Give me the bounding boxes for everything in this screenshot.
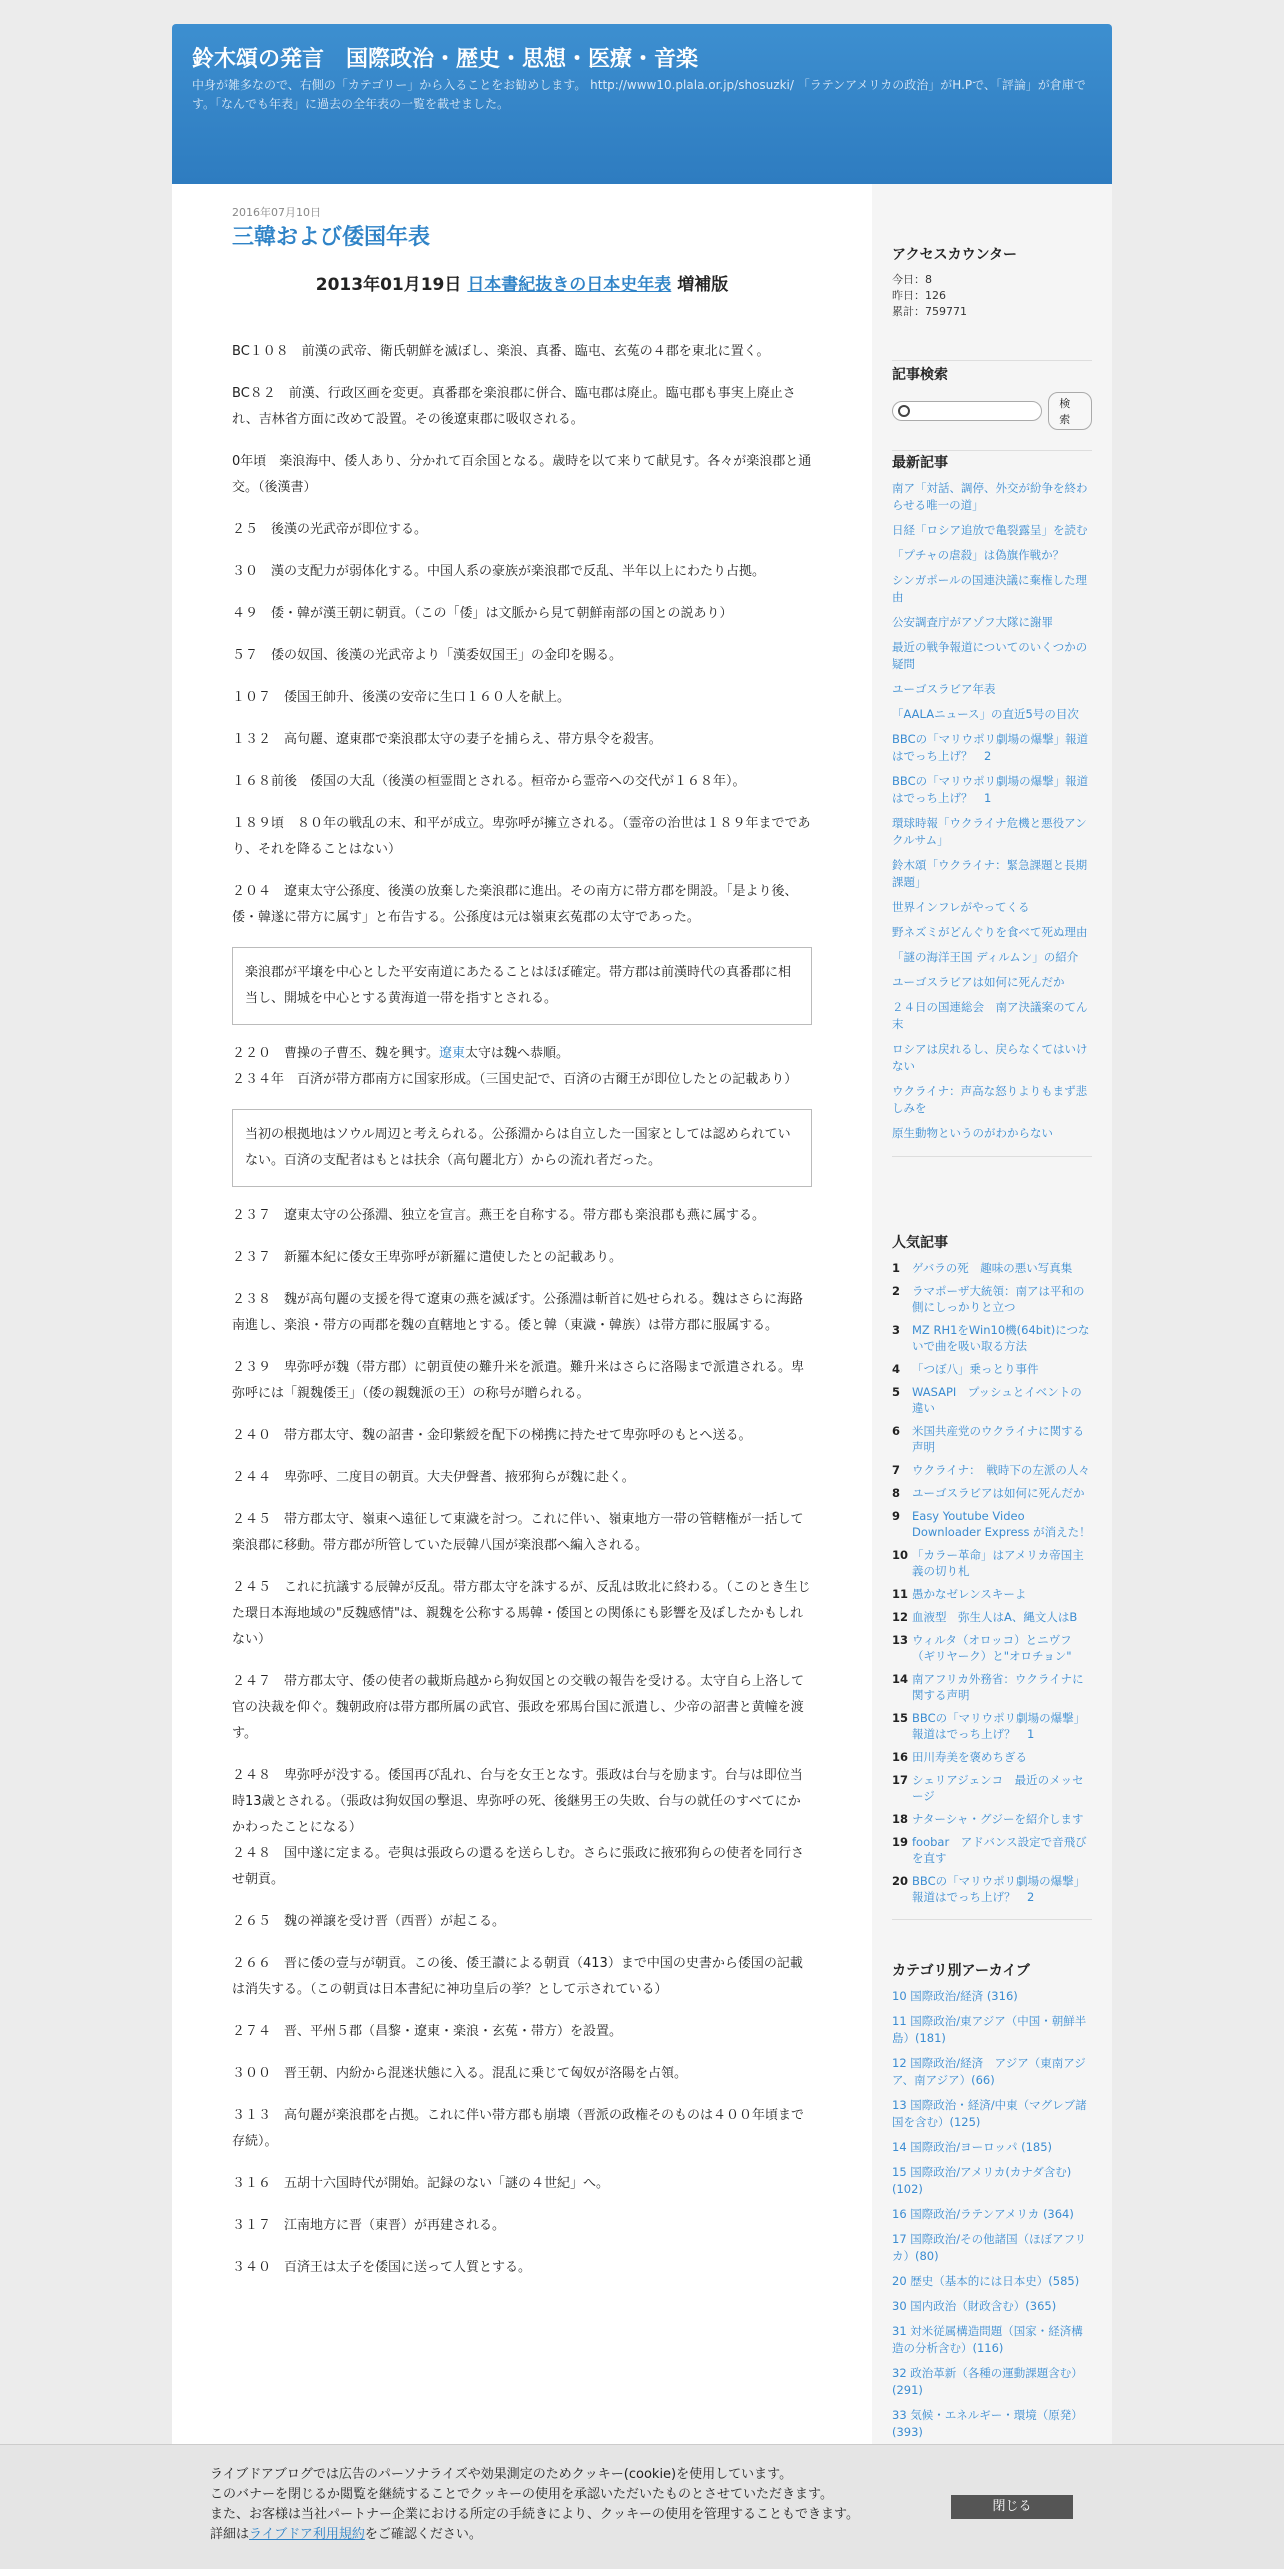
rank-number: 18 xyxy=(892,1812,909,1826)
divider xyxy=(892,1919,1092,1920)
recent-post-link[interactable]: BBCの「マリウポリ劇場の爆撃」報道はでっち上げ？ 1 xyxy=(892,774,1089,805)
entry-paragraph: ３００ 晋王朝、内紛から混迷状態に入る。混乱に乗じて匈奴が洛陽を占領。 xyxy=(232,2066,688,2081)
rank-title[interactable]: ユーゴスラビアは如何に死んだか xyxy=(912,1486,1085,1500)
popular-item[interactable] xyxy=(892,1609,1092,1625)
popular-item[interactable] xyxy=(892,1423,1092,1455)
recent-post-link[interactable]: 最近の戦争報道についてのいくつかの疑問 xyxy=(892,640,1088,671)
recent-post-link[interactable]: BBCの「マリウポリ劇場の爆撃」報道はでっち上げ？ 2 xyxy=(892,732,1089,763)
subtitle-date: 2013年01月19日 xyxy=(315,275,462,295)
cookie-text xyxy=(210,2465,859,2545)
popular-posts xyxy=(892,1232,1092,1920)
main-content xyxy=(172,184,872,2568)
rank-number: 5 xyxy=(892,1385,901,1399)
blog-header xyxy=(172,24,1112,184)
category-link[interactable]: 20 歴史（基本的には日本史）(585) xyxy=(892,2274,1080,2288)
rank-number: 17 xyxy=(892,1773,909,1787)
rank-number: 16 xyxy=(892,1750,909,1764)
quote-box: 楽浪郡が平壌を中心とした平安南道にあたることはほぼ確定。帯方郡は前漢時代の真番郡に相当し、開城を中心とする黄海道一帯を指すとされる。 xyxy=(232,947,812,1025)
rank-number: 3 xyxy=(892,1323,901,1337)
entry-paragraph: ３４０ 百済王は太子を倭国に送って人質とする。 xyxy=(232,2260,532,2275)
rank-title[interactable]: MZ RH1をWin10機(64bit)につないで曲を吸い取る方法 xyxy=(912,1323,1090,1353)
entry-paragraph: BC８２ 前漢、行政区画を変更。真番郡を楽浪郡に併合、臨屯郡は廃止。臨屯郡も事実上廃止され、吉林省方面に改めて設置。その後遼東郡に吸収される。 xyxy=(232,386,796,427)
rank-title[interactable]: 「つぼ八」乗っとり事件 xyxy=(912,1362,1039,1376)
category-link[interactable]: 30 国内政治（財政含む）(365) xyxy=(892,2299,1057,2313)
rank-title[interactable]: 米国共産党のウクライナに関する声明 xyxy=(912,1424,1085,1454)
cookie-line: また、お客様は当社パートナー企業における所定の手続きにより、クッキーの使用を管理することもできます。 xyxy=(210,2507,859,2522)
recent-post-link[interactable]: 野ネズミがどんぐりを食べて死ぬ理由 xyxy=(892,925,1088,939)
subtitle-link[interactable]: 日本書紀抜きの日本史年表 xyxy=(467,275,672,295)
rank-number: 20 xyxy=(892,1874,909,1888)
rank-title[interactable]: ナターシャ・グジーを紹介します xyxy=(912,1812,1084,1826)
rank-title[interactable]: Easy Youtube Video Downloader Express が消えた！ xyxy=(912,1509,1091,1539)
entry-paragraph: ２０４ 遼東太守公孫度、後漢の放棄した楽浪郡に進出。その南方に帯方郡を開設。「是より後、倭・韓遂に帯方に属す」と布告する。公孫度は元は嶺東玄菟郡の太守であった。 xyxy=(232,884,798,925)
entry-paragraph: BC１０８ 前漢の武帝、衛氏朝鮮を滅ぼし、楽浪、真番、臨屯、玄菟の４郡を東北に置く。 xyxy=(232,344,770,359)
category-link[interactable]: 17 国際政治/その他諸国（ほぼアフリカ）(80) xyxy=(892,2232,1087,2263)
recent-post-link[interactable]: ウクライナ：声高な怒りよりもまず悲しみを xyxy=(892,1084,1088,1115)
entry-paragraph: ２３７ 遼東太守の公孫淵、独立を宣言。燕王を自称する。帯方郡も楽浪郡も燕に属する。 xyxy=(232,1208,766,1223)
entry-paragraph: ２４８ 卑弥呼が没する。倭国再び乱れ、台与を女王となす。張政は台与を励ます。台与は即位当時13歳とされる。（張政は狗奴国の撃退、卑弥呼の死、後継男王の失敗、台与の就任のすべてにかかわったことになる） xyxy=(232,1768,803,1835)
rank-title[interactable]: 南アフリカ外務省：ウクライナに関する声明 xyxy=(912,1672,1084,1702)
category-title: カテゴリ別アーカイブ xyxy=(892,1963,1030,1979)
recent-post-link[interactable]: ユーゴスラビアは如何に死んだか xyxy=(892,975,1065,989)
popular-item[interactable] xyxy=(892,1710,1092,1742)
entry-paragraph: ４９ 倭・韓が漢王朝に朝貢。（この「倭」は文脈から見て朝鮮南部の国との説あり） xyxy=(232,606,733,621)
entry-paragraph: ３１３ 高句麗が楽浪郡を占拠。これに伴い帯方郡も崩壊（晋派の政権そのものは４００年頃まで存続）。 xyxy=(232,2108,805,2149)
search-icon xyxy=(898,405,910,417)
category-link[interactable]: 13 国際政治・経済/中東（マグレブ諸国を含む）(125) xyxy=(892,2098,1087,2129)
entry-paragraph: ２３７ 新羅本紀に倭女王卑弥呼が新羅に遣使したとの記載あり。 xyxy=(232,1250,623,1265)
rank-title[interactable]: ウクライナ： 戦時下の左派の人々 xyxy=(912,1463,1090,1477)
post-title[interactable]: 三韓および倭国年表 xyxy=(232,225,431,250)
rank-number: 15 xyxy=(892,1711,909,1725)
popular-item[interactable] xyxy=(892,1322,1092,1354)
popular-item[interactable] xyxy=(892,1485,1092,1501)
popular-item[interactable] xyxy=(892,1811,1092,1827)
rank-title[interactable]: BBCの「マリウポリ劇場の爆撃」報道はでっち上げ？ 2 xyxy=(912,1874,1086,1904)
popular-item[interactable] xyxy=(892,1508,1092,1540)
rank-number: 2 xyxy=(892,1284,901,1298)
blog-title[interactable]: 鈴木頌の発言 国際政治・歴史・思想・医療・音楽 xyxy=(192,46,699,72)
rank-title[interactable]: 「カラー革命」はアメリカ帝国主義の切り札 xyxy=(912,1548,1084,1578)
post-body xyxy=(232,339,812,2297)
rank-number: 10 xyxy=(892,1548,909,1562)
popular-item[interactable] xyxy=(892,1283,1092,1315)
rank-number: 7 xyxy=(892,1463,901,1477)
counter-yesterday: 昨日：126 xyxy=(892,289,946,302)
entry-paragraph: ２４７ 帯方郡太守、倭の使者の載斯烏越から狗奴国との交戦の報告を受ける。太守自ら上洛して官の決裁を仰ぐ。魏朝政府は帯方郡所属の武官、張政を邪馬台国に派遣し、少帝の詔書と黄幢を渡す。 xyxy=(232,1674,805,1741)
sidebar xyxy=(872,184,1112,2568)
category-link[interactable]: 14 国際政治/ヨーロッパ (185) xyxy=(892,2140,1053,2154)
rank-number: 14 xyxy=(892,1672,909,1686)
entry-paragraph: ５７ 倭の奴国、後漢の光武帝より「漢委奴国王」の金印を賜る。 xyxy=(232,648,623,663)
subtitle-suffix: 増補版 xyxy=(677,275,729,295)
recent-post-link[interactable]: ２４日の国連総会 南ア決議案のてん末 xyxy=(892,1000,1088,1031)
cookie-banner xyxy=(0,2444,1284,2569)
recent-post-link[interactable]: シンガポールの国連決議に棄権した理由 xyxy=(892,573,1087,604)
recent-post-link[interactable]: 環球時報「ウクライナ危機と悪役アンクルサム」 xyxy=(892,816,1087,847)
popular-item[interactable] xyxy=(892,1586,1092,1602)
rank-number: 11 xyxy=(892,1587,909,1601)
entry-paragraph: １３２ 高句麗、遼東郡で楽浪郡太守の妻子を捕らえ、帯方県令を殺害。 xyxy=(232,732,662,747)
category-link[interactable]: 12 国際政治/経済 アジア（東南アジア、南アジア）(66) xyxy=(892,2056,1086,2087)
entry-paragraph: １６８前後 倭国の大乱（後漢の桓霊間とされる。桓帝から霊帝への交代が１６８年）。 xyxy=(232,774,746,789)
rank-number: 9 xyxy=(892,1509,901,1523)
popular-item[interactable] xyxy=(892,1834,1092,1866)
category-link[interactable]: 32 政治革新（各種の運動課題含む）(291) xyxy=(892,2366,1083,2397)
rank-title[interactable]: BBCの「マリウポリ劇場の爆撃」報道はでっち上げ？ 1 xyxy=(912,1711,1086,1741)
access-counter xyxy=(892,244,1092,361)
recent-post-link[interactable]: 「プチャの虐殺」は偽旗作戦か？ xyxy=(892,548,1065,562)
category-link[interactable]: 10 国際政治/経済 (316) xyxy=(892,1989,1018,2003)
category-archive xyxy=(892,1960,1092,2449)
cookie-line: ライブドアブログでは広告のパーソナライズや効果測定のためクッキー(cookie)を使用しています。 xyxy=(210,2467,793,2482)
rank-title[interactable]: foobar アドバンス設定で音飛びを直す xyxy=(912,1835,1087,1865)
recent-post-link[interactable]: 日経「ロシア追放で亀裂露呈」を読む xyxy=(892,523,1088,537)
popular-item[interactable] xyxy=(892,1749,1092,1765)
rank-number: 6 xyxy=(892,1424,901,1438)
recent-post-link[interactable]: ロシアは戻れるし、戻らなくてはいけない xyxy=(892,1042,1088,1073)
counter-total: 累計：759771 xyxy=(892,305,967,318)
cookie-text-prefix: 詳細は xyxy=(210,2527,250,2542)
rank-number: 1 xyxy=(892,1261,901,1275)
popular-item[interactable] xyxy=(892,1361,1092,1377)
category-link[interactable]: 33 気候・エネルギー・環境（原発）(393) xyxy=(892,2408,1083,2439)
terms-link[interactable]: ライブドア利用規約 xyxy=(249,2527,365,2542)
entry-paragraph: ２３９ 卑弥呼が魏（帯方郡）に朝貢使の難升米を派遣。難升米はさらに洛陽まで派遣される。卑弥呼には「親魏倭王」（倭の親魏派の王）の称号が贈られる。 xyxy=(232,1360,805,1401)
entry-paragraph xyxy=(232,1041,812,1067)
entry-paragraph: ３１６ 五胡十六国時代が開始。記録のない「謎の４世紀」へ。 xyxy=(232,2176,610,2191)
entry-paragraph: ２３４年 百済が帯方郡南方に国家形成。（三国史記で、百済の古爾王が即位したとの記載あり） xyxy=(232,1072,798,1087)
entry-paragraph: ２６５ 魏の禅譲を受け晋（西晋）が起こる。 xyxy=(232,1914,506,1929)
rank-title[interactable]: ゲバラの死 趣味の悪い写真集 xyxy=(912,1261,1073,1275)
divider xyxy=(892,360,1092,361)
popular-item[interactable] xyxy=(892,1873,1092,1905)
popular-item[interactable] xyxy=(892,1632,1092,1664)
rank-title[interactable]: ラマポーザ大統領：南アは平和の側にしっかりと立つ xyxy=(912,1284,1085,1314)
entry-paragraph: ２４５ 帯方郡太守、嶺東へ遠征して東濊を討つ。これに伴い、嶺東地方一帯の管轄権が一括して楽浪郡に移動。帯方郡が所管していた辰韓八国が楽浪郡へ編入される。 xyxy=(232,1512,804,1553)
recent-post-link[interactable]: 鈴木頌「ウクライナ：緊急課題と長期課題」 xyxy=(892,858,1088,889)
counter-title: アクセスカウンター xyxy=(892,247,1018,263)
entry-paragraph: ２４４ 卑弥呼、二度目の朝貢。大夫伊聲耆、掖邪狗らが魏に赴く。 xyxy=(232,1470,635,1485)
rank-title[interactable]: 愚かなゼレンスキーよ xyxy=(912,1587,1027,1601)
divider xyxy=(892,450,1092,451)
popular-item[interactable] xyxy=(892,1462,1092,1478)
recent-post-link[interactable]: 原生動物というのがわからない xyxy=(892,1126,1053,1140)
search-section xyxy=(892,364,1092,451)
search-input[interactable] xyxy=(892,401,1042,421)
recent-posts xyxy=(892,452,1092,1157)
entry-paragraph: 0年頃 楽浪海中、倭人あり、分かれて百余国となる。歳時を以て来りて献見す。各々が楽浪郡と通交。（後漢書） xyxy=(232,454,812,495)
entry-paragraph: ３１７ 江南地方に晋（東晋）が再建される。 xyxy=(232,2218,506,2233)
rank-number: 8 xyxy=(892,1486,901,1500)
entry-text: 太守は魏へ恭順。 xyxy=(464,1046,569,1061)
divider xyxy=(892,1156,1092,1157)
rank-title[interactable]: シェリアジェンコ 最近のメッセージ xyxy=(912,1773,1084,1803)
rank-title[interactable]: 血液型 弥生人はA、縄文人はB xyxy=(912,1610,1078,1624)
category-link[interactable]: 16 国際政治/ラテンアメリカ (364) xyxy=(892,2207,1074,2221)
recent-post-link[interactable]: ユーゴスラビア年表 xyxy=(892,682,996,696)
search-row xyxy=(892,392,1092,430)
liaodong-link[interactable]: 遼東 xyxy=(438,1046,465,1061)
entry-text: ２２０ 曹操の子曹丕、魏を興す。 xyxy=(232,1046,439,1061)
cookie-line xyxy=(210,2525,859,2545)
recent-post-link[interactable]: 「謎の海洋王国 ディルムン」の紹介 xyxy=(892,950,1079,964)
entry-paragraph: ２６６ 晋に倭の壹与が朝貢。この後、倭王讃による朝貢（413）まで中国の史書から倭国の記載は消失する。（この朝貢は日本書紀に神功皇后の挙？として示されている） xyxy=(232,1956,803,1997)
popular-item[interactable] xyxy=(892,1384,1092,1416)
entry-paragraph: ２３８ 魏が高句麗の支援を得て遼東の燕を滅ぼす。公孫淵は斬首に処せられる。魏はさらに海路南進し、楽浪・帯方の両郡を魏の直轄地とする。倭と韓（東濊・韓族）は帯方郡に服属する。 xyxy=(232,1292,803,1333)
recent-post-link[interactable]: 「AALAニュース」の直近5号の目次 xyxy=(892,707,1079,721)
cookie-line: このバナーを閉じるか閲覧を継続することでクッキーの使用を承認いただいたものとさせていただきます。 xyxy=(210,2487,833,2502)
blog-description: 中身が雑多なので、右側の「カテゴリー」から入ることをお勧めします。 http://www10.plala.or.jp/shosuzki/ 「ラテンアメリカの政治」がH.Pで、「評論」が倉庫です。「なんでも年表」に過去の全年表の一覧を載せました。 xyxy=(192,78,1086,111)
search-title: 記事検索 xyxy=(892,367,948,383)
entry-paragraph: ２７４ 晋、平州５郡（昌黎・遼東・楽浪・玄菟・帯方）を設置。 xyxy=(232,2024,623,2039)
search-button[interactable]: 検索 xyxy=(1048,392,1092,430)
page-container xyxy=(172,24,1112,2568)
entry-paragraph: ２４８ 国中遂に定まる。壱與は張政らの還るを送らしむ。さらに張政に掖邪狗らの使者を同行させ朝貢。 xyxy=(232,1846,805,1887)
category-link[interactable]: 15 国際政治/アメリカ(カナダ含む) (102) xyxy=(892,2165,1072,2196)
recent-post-link[interactable]: 公安調査庁がアゾフ大隊に謝罪 xyxy=(892,615,1053,629)
rank-number: 13 xyxy=(892,1633,909,1647)
quote-box: 当初の根拠地はソウル周辺と考えられる。公孫淵からは自立した一国家としては認められていない。百済の支配者はもとは扶余（高句麗北方）からの流れ者だった。 xyxy=(232,1109,812,1187)
entry-paragraph: １０７ 倭国王帥升、後漢の安帝に生口１６０人を献上。 xyxy=(232,690,571,705)
rank-number: 4 xyxy=(892,1362,901,1376)
recent-post-link[interactable]: 世界インフレがやってくる xyxy=(892,900,1030,914)
entry-paragraph: １８９頃 ８０年の戦乱の末、和平が成立。卑弥呼が擁立される。（霊帝の治世は１８９年までであり、それを降ることはない） xyxy=(232,816,811,857)
category-link[interactable]: 11 国際政治/東アジア（中国・朝鮮半島）(181) xyxy=(892,2014,1087,2045)
post-subtitle xyxy=(232,270,812,295)
close-cookie-button[interactable]: 閉じる xyxy=(951,2495,1073,2519)
popular-title: 人気記事 xyxy=(892,1235,948,1251)
popular-item[interactable] xyxy=(892,1772,1092,1804)
popular-item[interactable] xyxy=(892,1547,1092,1579)
counter-today: 今日：8 xyxy=(892,273,932,286)
recent-title: 最新記事 xyxy=(892,455,948,471)
cookie-text-suffix: をご確認ください。 xyxy=(364,2527,482,2542)
category-link[interactable]: 31 対米従属構造問題（国家・経済構造の分析含む）(116) xyxy=(892,2324,1083,2355)
popular-item[interactable] xyxy=(892,1260,1092,1276)
popular-item[interactable] xyxy=(892,1671,1092,1703)
rank-number: 19 xyxy=(892,1835,909,1849)
rank-title[interactable]: 田川寿美を褒めちぎる xyxy=(912,1750,1027,1764)
entry-paragraph: ２４０ 帯方郡太守、魏の詔書・金印紫綬を配下の梯携に持たせて卑弥呼のもとへ送る。 xyxy=(232,1428,752,1443)
recent-post-link[interactable]: 南ア「対話、調停、外交が紛争を終わらせる唯一の道」 xyxy=(892,481,1088,512)
rank-number: 12 xyxy=(892,1610,909,1624)
entry-paragraph: ３０ 漢の支配力が弱体化する。中国人系の豪族が楽浪郡で反乱、半年以上にわたり占拠。 xyxy=(232,564,766,579)
rank-title[interactable]: ウィルタ（オロッコ）とニヴフ（ギリヤーク）と"オロチョン" xyxy=(912,1633,1072,1663)
entry-paragraph: ２５ 後漢の光武帝が即位する。 xyxy=(232,522,428,537)
rank-title[interactable]: WASAPI プッシュとイベントの違い xyxy=(912,1385,1082,1415)
post-date: 2016年07月10日 xyxy=(232,206,321,219)
entry-paragraph: ２４５ これに抗議する辰韓が反乱。帯方郡太守を誅するが、反乱は敗北に終わる。（このとき生じた環日本海地域の"反魏感情"は、親魏を公称する馬韓・倭国との関係にも影響を及ぼしたかもしれない） xyxy=(232,1580,811,1647)
